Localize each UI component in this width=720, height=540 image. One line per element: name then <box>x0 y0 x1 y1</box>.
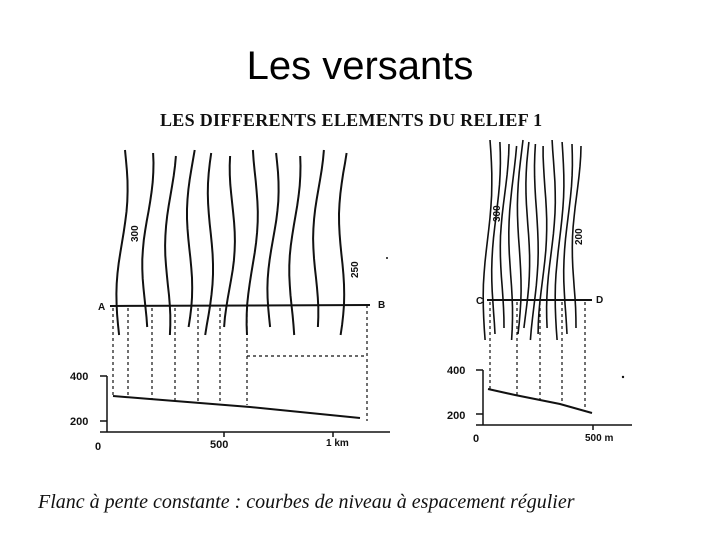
right-contour-line <box>517 140 523 334</box>
left-section-label-a: A <box>98 302 106 313</box>
right-profile-x-label-0: 0 <box>473 433 480 445</box>
right-contour-line <box>509 146 517 340</box>
figure-title: LES DIFFERENTS ELEMENTS DU RELIEF 1 <box>160 110 543 130</box>
left-contour-line <box>224 156 235 327</box>
left-projection-lines <box>113 308 367 405</box>
left-profile-y-label-400: 400 <box>70 371 89 383</box>
right-profile-x-label-500m: 500 m <box>585 433 614 444</box>
left-contour-label-250: 250 <box>350 261 361 278</box>
right-profile-y-label-400: 400 <box>447 365 466 377</box>
left-profile-y-label-200: 200 <box>70 416 89 428</box>
left-profile-x-label-500: 500 <box>210 439 229 451</box>
right-contour-line <box>538 146 547 334</box>
right-dot-mark <box>622 376 624 378</box>
left-contour-line <box>116 150 127 335</box>
left-slope-profile <box>113 396 360 418</box>
left-profile-x-label-1km: 1 km <box>326 438 349 449</box>
figure-caption: Flanc à pente constante : courbes de niveau à espacement régulier <box>38 491 575 513</box>
left-section-line <box>110 305 370 306</box>
right-section-label-d: D <box>596 295 604 306</box>
right-profile-y-label-200: 200 <box>447 410 466 422</box>
right-contour-line <box>492 142 501 334</box>
right-section-label-c: C <box>476 296 484 307</box>
left-contour-line <box>142 153 153 327</box>
left-contour-line <box>205 153 213 335</box>
left-dot-mark <box>386 257 388 259</box>
slide-title: Les versants <box>246 44 474 88</box>
left-contour-line <box>247 150 258 335</box>
right-contour-label-300: 300 <box>492 205 503 222</box>
right-contour-label-200: 200 <box>574 228 585 245</box>
left-contour-line <box>187 150 195 327</box>
left-profile-x-label-0: 0 <box>95 441 102 453</box>
left-contour-line <box>313 150 324 327</box>
left-section-label-b: B <box>378 300 386 311</box>
left-contour-lines <box>116 150 346 335</box>
left-contour-line <box>267 153 278 327</box>
left-contour-line <box>339 153 347 335</box>
right-contour-line <box>564 144 573 334</box>
right-contour-line <box>530 144 538 340</box>
left-contour-line <box>289 156 300 335</box>
right-contour-lines <box>483 140 581 340</box>
left-contour-label-300: 300 <box>130 225 141 242</box>
left-contour-line <box>165 156 176 335</box>
